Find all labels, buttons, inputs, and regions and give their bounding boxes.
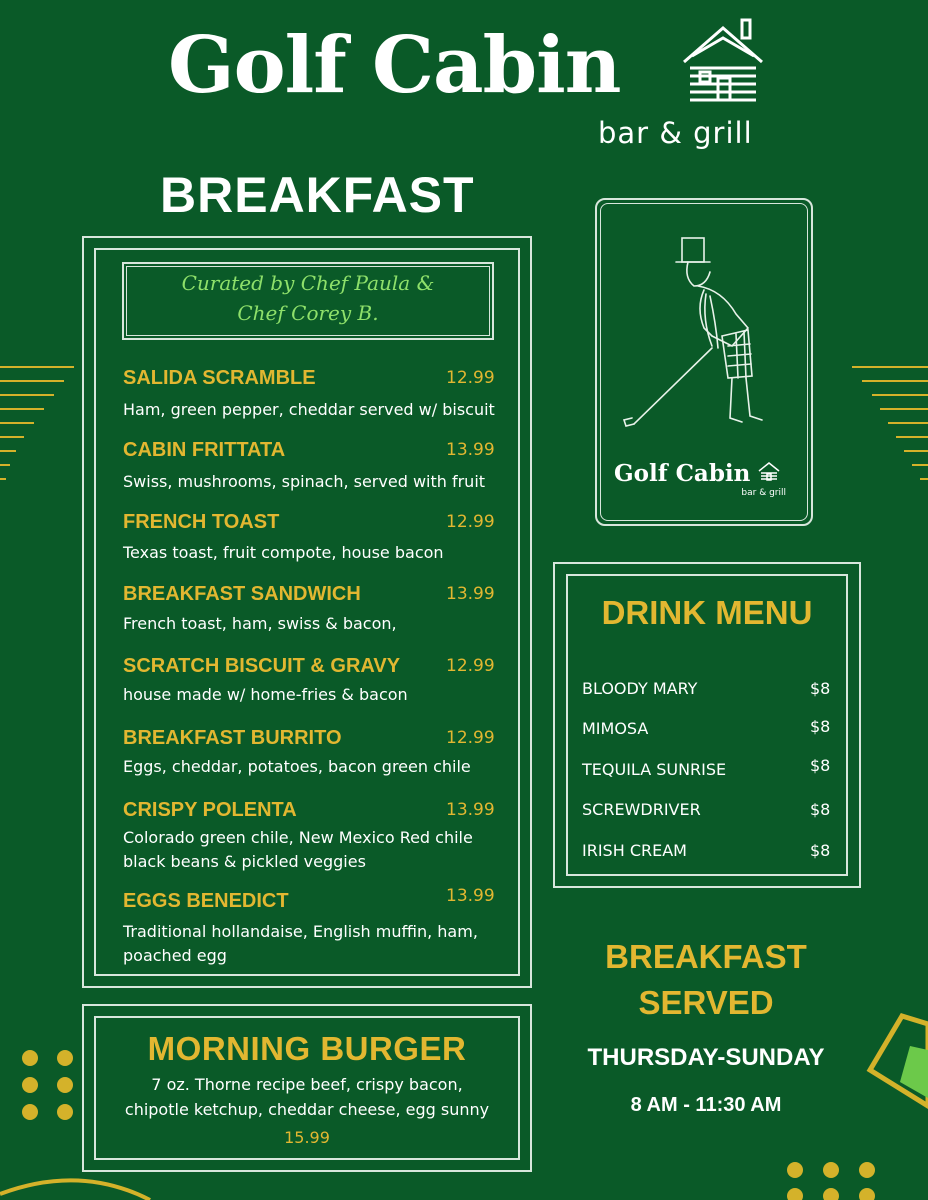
decor-stripe bbox=[880, 408, 928, 410]
decor-stripe bbox=[0, 408, 44, 410]
decor-dot bbox=[22, 1077, 38, 1093]
menu-item-price: 13.99 bbox=[446, 440, 495, 460]
decor-dot bbox=[22, 1104, 38, 1120]
drink-name: IRISH CREAM bbox=[582, 841, 687, 860]
menu-item-name: BREAKFAST BURRITO bbox=[123, 727, 342, 749]
decor-dot bbox=[22, 1050, 38, 1066]
page-title: BREAKFAST bbox=[160, 167, 475, 223]
menu-item-desc-line2: black beans & pickled veggies bbox=[123, 852, 366, 871]
menu-item-name: SCRATCH BISCUIT & GRAVY bbox=[123, 655, 401, 677]
menu-item-desc: Texas toast, fruit compote, house bacon bbox=[123, 543, 444, 562]
drink-price: $8 bbox=[810, 756, 831, 775]
chef-credit-line1: Curated by Chef Paula & bbox=[181, 271, 435, 295]
service-hours: 8 AM - 11:30 AM bbox=[630, 1094, 782, 1116]
decor-stripe bbox=[888, 422, 928, 424]
decor-dot bbox=[57, 1077, 73, 1093]
decor-dot bbox=[787, 1162, 803, 1178]
chef-credit bbox=[122, 268, 494, 328]
burger-price: 15.99 bbox=[284, 1128, 330, 1147]
menu-item-price: 13.99 bbox=[446, 886, 495, 906]
menu-item-desc: Swiss, mushrooms, spinach, served with fruit bbox=[123, 472, 486, 491]
drink-price: $8 bbox=[810, 717, 831, 736]
decor-dot bbox=[823, 1162, 839, 1178]
decor-stripe bbox=[0, 478, 6, 480]
menu-item-price: 13.99 bbox=[446, 800, 495, 820]
cabin-icon bbox=[758, 460, 780, 482]
menu-item-price: 13.99 bbox=[446, 584, 495, 604]
decor-dot bbox=[859, 1188, 875, 1200]
menu-item-desc: Ham, green pepper, cheddar served w/ biscuit bbox=[123, 400, 495, 419]
drink-price: $8 bbox=[810, 841, 831, 860]
cabin-icon bbox=[680, 16, 766, 108]
menu-item-desc: Eggs, cheddar, potatoes, bacon green chile bbox=[123, 757, 471, 776]
brand-title: Golf Cabin bbox=[168, 20, 621, 111]
menu-item-price: 12.99 bbox=[446, 512, 495, 532]
drink-name: SCREWDRIVER bbox=[582, 800, 701, 819]
menu-item-desc: Colorado green chile, New Mexico Red chile bbox=[123, 828, 473, 847]
decor-dot bbox=[823, 1188, 839, 1200]
drink-price: $8 bbox=[810, 800, 831, 819]
drink-name: MIMOSA bbox=[582, 719, 649, 738]
logo-card-brand: Golf Cabin bbox=[614, 460, 751, 487]
decor-stripe bbox=[0, 366, 74, 368]
arc-decor-icon bbox=[0, 1172, 160, 1200]
brand-subtitle: bar & grill bbox=[598, 116, 753, 150]
menu-item-desc: house made w/ home-fries & bacon bbox=[123, 685, 408, 704]
golfer-illustration-icon bbox=[612, 228, 792, 438]
menu-item-name: BREAKFAST SANDWICH bbox=[123, 583, 361, 605]
decor-stripe bbox=[0, 380, 64, 382]
decor-stripe bbox=[0, 464, 10, 466]
logo-card-subtitle: bar & grill bbox=[741, 488, 786, 498]
drink-price: $8 bbox=[810, 679, 831, 698]
menu-item-name: SALIDA SCRAMBLE bbox=[123, 367, 316, 389]
menu-item-name: CRISPY POLENTA bbox=[123, 799, 297, 821]
menu-item-price: 12.99 bbox=[446, 728, 495, 748]
drink-menu-title: DRINK MENU bbox=[601, 594, 813, 631]
flag-decor-icon bbox=[866, 1010, 928, 1110]
decor-dot bbox=[859, 1162, 875, 1178]
menu-item-desc: Traditional hollandaise, English muffin, ham, bbox=[123, 922, 478, 941]
decor-stripe bbox=[920, 478, 928, 480]
burger-desc bbox=[100, 1072, 514, 1122]
hours-heading-line2: SERVED bbox=[638, 984, 774, 1021]
decor-stripe bbox=[852, 366, 928, 368]
decor-dot bbox=[787, 1188, 803, 1200]
burger-desc-line2: chipotle ketchup, cheddar cheese, egg sunny bbox=[124, 1100, 490, 1119]
burger-desc-line1: 7 oz. Thorne recipe beef, crispy bacon, bbox=[151, 1075, 463, 1094]
decor-dot bbox=[57, 1104, 73, 1120]
decor-stripe bbox=[0, 422, 34, 424]
menu-item-price: 12.99 bbox=[446, 656, 495, 676]
burger-name: MORNING BURGER bbox=[147, 1030, 467, 1067]
menu-item-desc: French toast, ham, swiss & bacon, bbox=[123, 614, 397, 633]
service-days: THURSDAY-SUNDAY bbox=[587, 1044, 825, 1071]
chef-credit-line2: Chef Corey B. bbox=[237, 301, 379, 325]
decor-stripe bbox=[0, 394, 54, 396]
menu-item-name: FRENCH TOAST bbox=[123, 511, 280, 533]
decor-stripe bbox=[896, 436, 928, 438]
decor-stripe bbox=[862, 380, 928, 382]
menu-item-desc-line2: poached egg bbox=[123, 946, 227, 965]
decor-stripe bbox=[0, 436, 24, 438]
menu-item-name: CABIN FRITTATA bbox=[123, 439, 286, 461]
decor-stripe bbox=[0, 450, 16, 452]
decor-stripe bbox=[912, 464, 928, 466]
hours-heading-line1: BREAKFAST bbox=[605, 938, 807, 975]
decor-stripe bbox=[904, 450, 928, 452]
decor-stripe bbox=[872, 394, 928, 396]
menu-item-name: EGGS BENEDICT bbox=[123, 890, 289, 912]
drink-name: BLOODY MARY bbox=[582, 679, 698, 698]
decor-dot bbox=[57, 1050, 73, 1066]
drink-name: TEQUILA SUNRISE bbox=[582, 760, 727, 779]
menu-item-price: 12.99 bbox=[446, 368, 495, 388]
